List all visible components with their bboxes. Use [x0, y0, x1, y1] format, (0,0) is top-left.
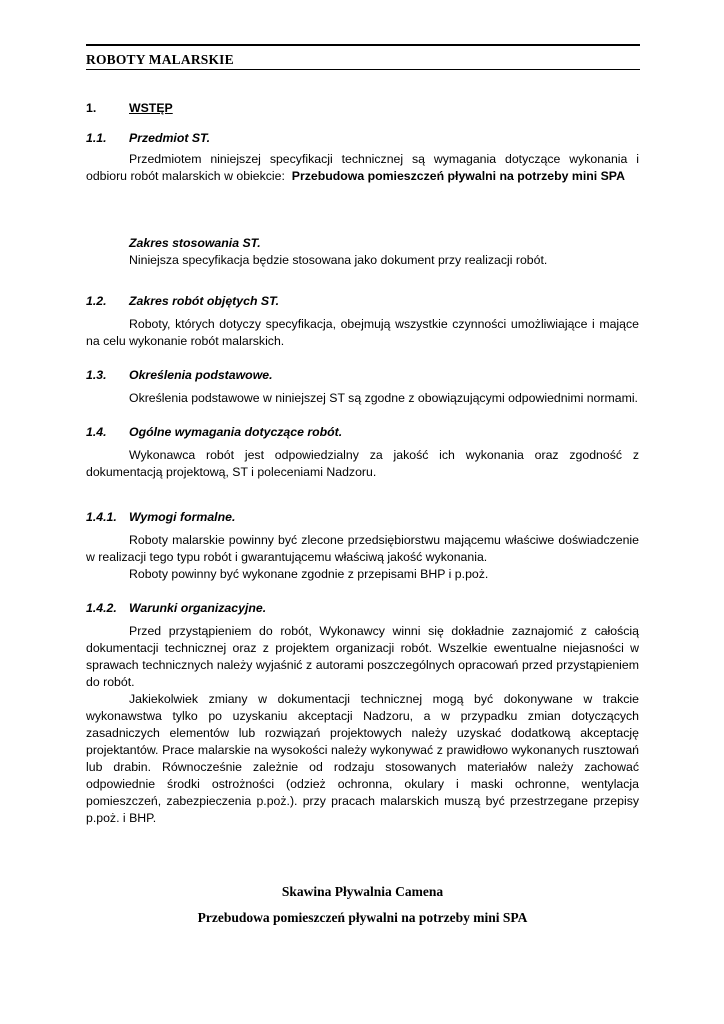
section-1-3-number: 1.3.	[86, 368, 107, 382]
section-1-4-number: 1.4.	[86, 425, 107, 439]
section-1-4-1-number: 1.4.1.	[86, 510, 117, 524]
section-1-3-text: Określenia podstawowe w niniejszej ST są zgodne z obowiązującymi odpowiednimi normami.	[129, 391, 638, 405]
section-1-4-heading	[86, 424, 639, 441]
section-1-4-1-title: Wymogi formalne.	[129, 510, 236, 524]
section-1-4-1-heading	[86, 509, 639, 526]
footer-line-2: Przebudowa pomieszczeń pływalni na potrzeby mini SPA	[197, 910, 528, 925]
section-1-number: 1.	[86, 101, 97, 115]
document-body	[86, 100, 639, 827]
section-1-4-1-paragraph-1: Roboty malarskie powinny być zlecone przedsiębiorstwu mającemu właściwe doświadczenie w realizacji tego typu robót i gwarantującemu właściwą jakość wykonania.	[86, 533, 639, 564]
section-1-4-title: Ogólne wymagania dotyczące robót.	[129, 425, 343, 439]
section-1-2-title: Zakres robót objętych ST.	[129, 294, 280, 308]
section-1-2-heading	[86, 293, 639, 310]
project-name: Przebudowa pomieszczeń pływalni na potrzeby mini SPA	[291, 169, 625, 183]
section-1-2-text: Roboty, których dotyczy specyfikacja, obejmują wszystkie czynności umożliwiające i mające na celu wykonanie robót malarskich.	[86, 317, 639, 348]
section-1-1-text	[86, 151, 639, 185]
section-1-4-2-title: Warunki organizacyjne.	[129, 601, 267, 615]
section-1-1-heading	[86, 130, 639, 147]
section-1-3-heading	[86, 367, 639, 384]
section-1-4-2-heading	[86, 600, 639, 617]
section-1-4-2-paragraph-2: Jakiekolwiek zmiany w dokumentacji technicznej mogą być dokonywane w trakcie wykonawstwa tylko po uzyskaniu akceptacji Nadzoru, a w przypadku zmian dotyczących zasadniczych elementów lub rozwiązań projektowych należy uzyskać dodatkową akceptację projektantów. Prace malarskie na wysokości należy wykonywać z prawidłowo wykonanych rusztowań lub drabin. Równocześnie zależnie od rodzaju stosowanych materiałów należy zachować odpowiednie środki ostrożności (odzież ochronna, okulary i maski ochronne, wentylacja pomieszczeń, zabezpieczenia p.poż.). przy pracach malarskich muszą być przestrzegane przepisy p.poż. i BHP.	[86, 692, 639, 825]
footer-line-1: Skawina Pływalnia Camena	[281, 884, 444, 899]
header-top-rule	[86, 44, 640, 46]
section-1-4-1-paragraph-2: Roboty powinny być wykonane zgodnie z przepisami BHP i p.poż.	[129, 567, 489, 581]
header-bottom-rule	[86, 69, 640, 70]
header-title: ROBOTY MALARSKIE	[86, 52, 234, 67]
section-1-1-title: Przedmiot ST.	[129, 131, 211, 145]
section-1-3-title: Określenia podstawowe.	[129, 368, 273, 382]
section-1-2-number: 1.2.	[86, 294, 107, 308]
section-1-4-2-paragraph-1: Przed przystąpieniem do robót, Wykonawcy winni się dokładnie zaznajomić z całością dokumentacji technicznej oraz z projektem organizacji robót. Wszelkie ewentualne niejasności w sprawach technicznych należy wyjaśnić z autorami poszczególnych opracowań przed przystąpieniem do robót.	[86, 624, 639, 689]
zakres-title: Zakres stosowania ST.	[129, 236, 261, 250]
section-1-heading	[86, 100, 639, 117]
section-1-4-2-number: 1.4.2.	[86, 601, 117, 615]
section-1-title: WSTĘP	[129, 101, 173, 115]
section-1-1-number: 1.1.	[86, 131, 107, 145]
section-1-4-text: Wykonawca robót jest odpowiedzialny za jakość ich wykonania oraz zgodność z dokumentacją projektową, ST i poleceniami Nadzoru.	[86, 448, 639, 479]
zakres-heading	[86, 235, 639, 252]
section-1-1-text-a: Przedmiotem niniejszej specyfikacji technicznej są wymagania dotyczące wykonania i odbioru robót malarskich w obiekcie:	[86, 152, 639, 183]
zakres-text: Niniejsza specyfikacja będzie stosowana jako dokument przy realizacji robót.	[129, 253, 548, 267]
